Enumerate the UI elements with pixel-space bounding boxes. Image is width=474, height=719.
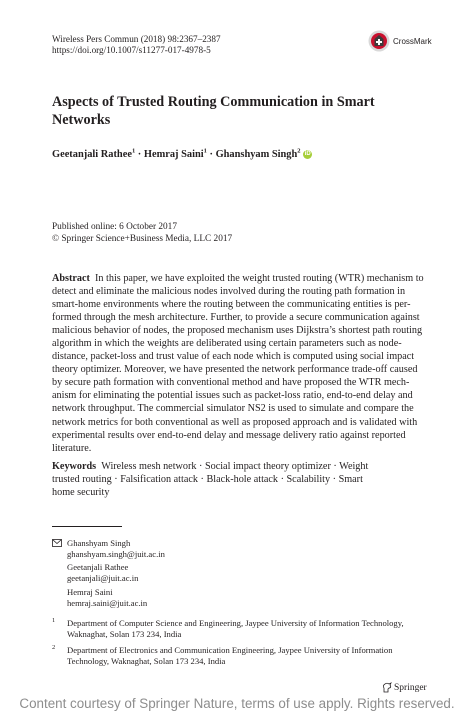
abstract-line bbox=[52, 272, 426, 285]
keywords-heading: Keywords bbox=[52, 461, 97, 472]
abstract-heading: Abstract bbox=[52, 273, 90, 284]
crossmark-label: CrossMark bbox=[393, 36, 432, 46]
contact-email[interactable]: geetanjali@juit.ac.in bbox=[67, 572, 139, 583]
affiliation-line: Department of Electronics and Communication Engineering, Jaypee University of Information bbox=[67, 645, 393, 655]
keywords-line: trusted routing · Falsification attack · Black-hole attack · Scalability · Smart bbox=[52, 474, 363, 486]
publication-info bbox=[52, 222, 232, 245]
contact-entry bbox=[67, 562, 138, 583]
contact-email[interactable]: ghanshyam.singh@juit.ac.in bbox=[67, 548, 165, 559]
abstract-line: distance, packet-loss and trust value of each node which is computed using social impact bbox=[52, 351, 415, 363]
abstract-line: detect and eliminate the malicious nodes involved during the routing path formation in bbox=[52, 286, 406, 298]
affiliation-line: Waknaghat, Solan 173 234, India bbox=[67, 628, 182, 639]
contact-name: Geetanjali Rathee bbox=[67, 562, 129, 572]
published-date: Published online: 6 October 2017 bbox=[52, 222, 177, 232]
author-affiliation-mark: 1 bbox=[131, 147, 136, 155]
keywords-line bbox=[52, 460, 426, 473]
abstract-line: theory optimizer. Moreover, we have presented the network performance trade-off caused bbox=[52, 364, 418, 376]
contact-entry bbox=[67, 538, 165, 559]
abstract-line: algorithm in which the weights are deliberated using certain parameters such as node- bbox=[52, 338, 402, 350]
crossmark-icon bbox=[368, 30, 390, 52]
springer-horse-icon bbox=[382, 682, 392, 693]
author-list bbox=[52, 148, 312, 161]
author-separator: · bbox=[209, 149, 213, 160]
journal-citation: Wireless Pers Commun (2018) 98:2367–2387 bbox=[52, 34, 221, 44]
orcid-icon[interactable]: iD bbox=[304, 151, 311, 158]
doi-link[interactable]: https://doi.org/10.1007/s11277-017-4978-5 bbox=[52, 45, 211, 55]
abstract-line: smart-home environments where the routing between the communicating entities is per- bbox=[52, 299, 411, 311]
journal-header bbox=[52, 34, 221, 56]
abstract-section bbox=[52, 272, 426, 455]
author-name[interactable]: Ghanshyam Singh bbox=[215, 149, 298, 160]
affiliation-number: 1 bbox=[52, 617, 56, 624]
crossmark-badge[interactable] bbox=[368, 30, 432, 52]
publisher-name: Springer bbox=[394, 682, 427, 693]
abstract-line: network throughput. The commercial simulator NS2 is used to simulate and compare the bbox=[52, 403, 414, 415]
affiliation-text bbox=[67, 645, 427, 666]
affiliation-text bbox=[67, 618, 427, 639]
abstract-line: anism for eliminating the potential issues such as packet-loss ratio, end-to-end delay and bbox=[52, 390, 413, 402]
envelope-icon bbox=[52, 539, 62, 547]
title-line: Networks bbox=[52, 111, 111, 128]
title-line: Aspects of Trusted Routing Communication in Smart bbox=[52, 94, 375, 110]
affiliation-line: Department of Computer Science and Engineering, Jaypee University of Information Technology, bbox=[67, 618, 404, 628]
author-name[interactable]: Hemraj Saini bbox=[143, 149, 204, 160]
contact-email[interactable]: hemraj.saini@juit.ac.in bbox=[67, 597, 148, 608]
footnote-divider bbox=[52, 526, 122, 527]
author-affiliation-mark: 1 bbox=[203, 147, 207, 155]
abstract-line: malicious behavior of nodes, the proposed mechanism uses Dijkstra’s shortest path routing bbox=[52, 325, 423, 337]
affiliation-number: 2 bbox=[52, 644, 56, 651]
abstract-line: formed through the mesh architecture. Further, to provide a secure communication against bbox=[52, 312, 420, 324]
author-affiliation-mark: 2 bbox=[297, 147, 301, 155]
abstract-line: by secure path formation with conventional method and have proposed the WTR mech- bbox=[52, 377, 410, 389]
contact-entry bbox=[67, 587, 147, 608]
author-name[interactable]: Geetanjali Rathee bbox=[52, 149, 132, 160]
abstract-line: literature. bbox=[52, 442, 92, 454]
keywords-line: home security bbox=[52, 487, 110, 499]
abstract-text: In this paper, we have exploited the weight trusted routing (WTR) mechanism to bbox=[95, 273, 424, 284]
article-title bbox=[52, 94, 432, 129]
courtesy-notice: Content courtesy of Springer Nature, terms of use apply. Rights reserved. bbox=[19, 696, 455, 711]
contact-name: Hemraj Saini bbox=[67, 587, 113, 597]
publisher-logo bbox=[382, 682, 427, 693]
abstract-line: network metrics for both conventional as well as proposed approach and is validated with bbox=[52, 416, 418, 428]
contact-name: Ghanshyam Singh bbox=[67, 538, 131, 548]
author-separator: · bbox=[137, 149, 142, 160]
keywords-section bbox=[52, 460, 426, 499]
keywords-text: Wireless mesh network · Social impact theory optimizer · Weight bbox=[101, 461, 369, 472]
abstract-line: experimental results over end-to-end delay and message delivery ratio against reported bbox=[52, 429, 406, 441]
copyright-line: © Springer Science+Business Media, LLC 2017 bbox=[52, 233, 233, 244]
affiliation-line: Technology, Waknaghat, Solan 173 234, India bbox=[67, 655, 226, 666]
